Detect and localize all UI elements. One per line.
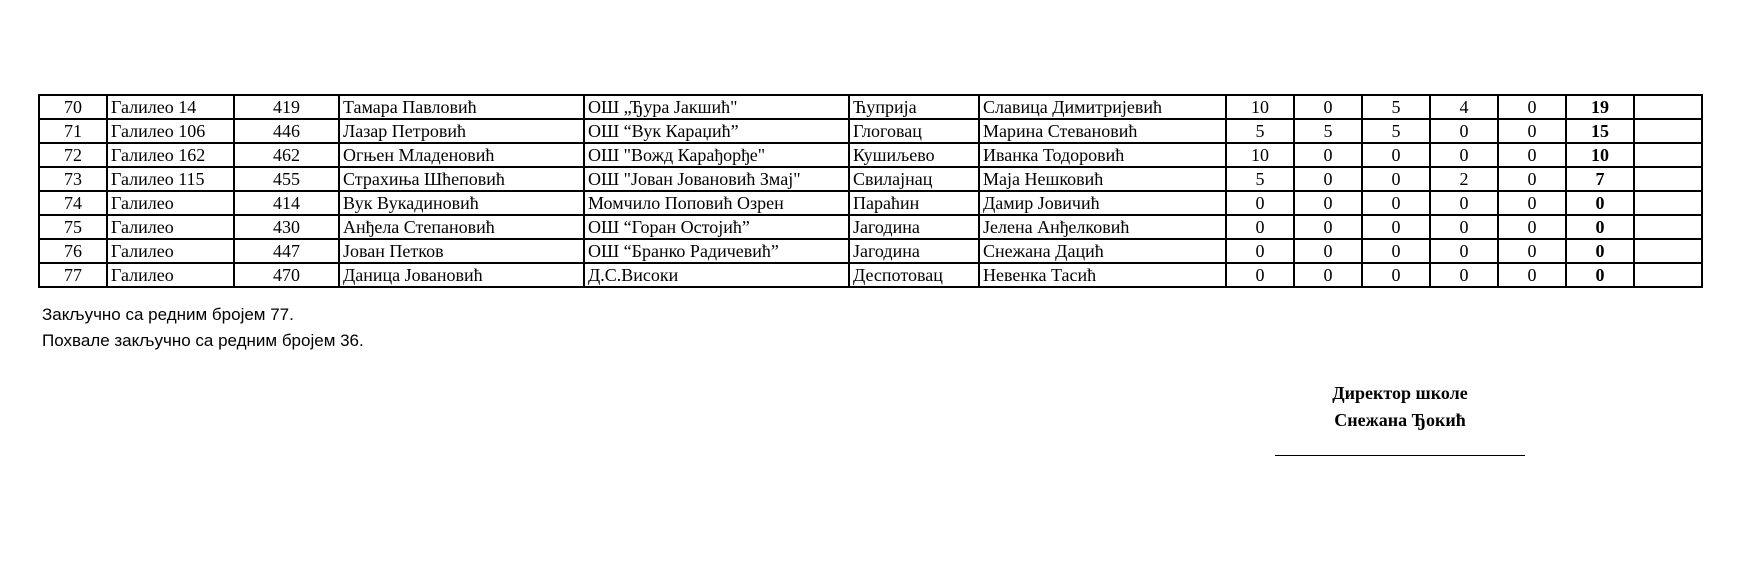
total-cell: 10 xyxy=(1566,143,1634,167)
score-2-cell: 0 xyxy=(1294,191,1362,215)
empty-cell xyxy=(1634,215,1702,239)
results-table xyxy=(38,94,1703,288)
mentor-cell: Иванка Тодоровић xyxy=(979,143,1226,167)
mentor-cell: Славица Димитријевић xyxy=(979,95,1226,119)
commendation-note: Похвале закључно са редним бројем 36. xyxy=(42,331,364,350)
score-2-cell: 0 xyxy=(1294,239,1362,263)
signature-title: Директор школе xyxy=(1332,383,1468,403)
score-3-cell: 0 xyxy=(1362,143,1430,167)
rank-cell: 72 xyxy=(39,143,107,167)
empty-cell xyxy=(1634,239,1702,263)
student-cell: Огњен Младеновић xyxy=(339,143,584,167)
table-body xyxy=(39,95,1702,287)
score-1-cell: 0 xyxy=(1226,191,1294,215)
town-cell: Јагодина xyxy=(849,239,979,263)
code-cell: 447 xyxy=(234,239,339,263)
score-5-cell: 0 xyxy=(1498,167,1566,191)
code-cell: 462 xyxy=(234,143,339,167)
score-4-cell: 0 xyxy=(1430,119,1498,143)
team-cell: Галилео xyxy=(107,263,234,287)
score-2-cell: 0 xyxy=(1294,167,1362,191)
rank-cell: 74 xyxy=(39,191,107,215)
total-cell: 19 xyxy=(1566,95,1634,119)
score-5-cell: 0 xyxy=(1498,191,1566,215)
team-cell: Галилео 162 xyxy=(107,143,234,167)
school-cell: Момчило Поповић Озрен xyxy=(584,191,849,215)
student-cell: Анђела Степановић xyxy=(339,215,584,239)
score-1-cell: 10 xyxy=(1226,143,1294,167)
table-row xyxy=(39,263,1702,287)
rank-cell: 70 xyxy=(39,95,107,119)
score-2-cell: 0 xyxy=(1294,95,1362,119)
signature-line xyxy=(1275,455,1525,456)
town-cell: Деспотовац xyxy=(849,263,979,287)
table-row xyxy=(39,167,1702,191)
school-cell: ОШ „Ђура Јакшић" xyxy=(584,95,849,119)
town-cell: Свилајнац xyxy=(849,167,979,191)
code-cell: 414 xyxy=(234,191,339,215)
empty-cell xyxy=(1634,263,1702,287)
school-cell: ОШ “Бранко Радичевић” xyxy=(584,239,849,263)
score-2-cell: 0 xyxy=(1294,143,1362,167)
score-4-cell: 0 xyxy=(1430,239,1498,263)
team-cell: Галилео xyxy=(107,191,234,215)
code-cell: 470 xyxy=(234,263,339,287)
score-3-cell: 0 xyxy=(1362,239,1430,263)
team-cell: Галилео xyxy=(107,215,234,239)
school-cell: ОШ "Вожд Карађорђе" xyxy=(584,143,849,167)
student-cell: Вук Вукадиновић xyxy=(339,191,584,215)
score-1-cell: 5 xyxy=(1226,167,1294,191)
mentor-cell: Невенка Тасић xyxy=(979,263,1226,287)
score-1-cell: 0 xyxy=(1226,239,1294,263)
mentor-cell: Маја Нешковић xyxy=(979,167,1226,191)
table-row xyxy=(39,215,1702,239)
code-cell: 419 xyxy=(234,95,339,119)
score-1-cell: 5 xyxy=(1226,119,1294,143)
school-cell: Д.С.Високи xyxy=(584,263,849,287)
score-2-cell: 5 xyxy=(1294,119,1362,143)
mentor-cell: Снежана Дацић xyxy=(979,239,1226,263)
mentor-cell: Марина Стевановић xyxy=(979,119,1226,143)
empty-cell xyxy=(1634,191,1702,215)
total-cell: 0 xyxy=(1566,239,1634,263)
mentor-cell: Дамир Јовичић xyxy=(979,191,1226,215)
student-cell: Лазар Петровић xyxy=(339,119,584,143)
signature-name: Снежана Ђокић xyxy=(1334,410,1466,430)
empty-cell xyxy=(1634,143,1702,167)
rank-cell: 77 xyxy=(39,263,107,287)
table-row xyxy=(39,191,1702,215)
total-cell: 0 xyxy=(1566,263,1634,287)
score-1-cell: 0 xyxy=(1226,215,1294,239)
total-cell: 0 xyxy=(1566,191,1634,215)
score-5-cell: 0 xyxy=(1498,263,1566,287)
score-5-cell: 0 xyxy=(1498,239,1566,263)
rank-cell: 75 xyxy=(39,215,107,239)
score-4-cell: 4 xyxy=(1430,95,1498,119)
empty-cell xyxy=(1634,167,1702,191)
score-4-cell: 2 xyxy=(1430,167,1498,191)
code-cell: 455 xyxy=(234,167,339,191)
student-cell: Даница Јовановић xyxy=(339,263,584,287)
empty-cell xyxy=(1634,95,1702,119)
score-4-cell: 0 xyxy=(1430,263,1498,287)
team-cell: Галилео xyxy=(107,239,234,263)
total-cell: 7 xyxy=(1566,167,1634,191)
town-cell: Глоговац xyxy=(849,119,979,143)
school-cell: ОШ "Јован Јовановић Змај" xyxy=(584,167,849,191)
town-cell: Кушиљево xyxy=(849,143,979,167)
score-2-cell: 0 xyxy=(1294,215,1362,239)
score-3-cell: 5 xyxy=(1362,119,1430,143)
score-4-cell: 0 xyxy=(1430,191,1498,215)
rank-cell: 76 xyxy=(39,239,107,263)
total-cell: 15 xyxy=(1566,119,1634,143)
score-4-cell: 0 xyxy=(1430,143,1498,167)
team-cell: Галилео 14 xyxy=(107,95,234,119)
town-cell: Јагодина xyxy=(849,215,979,239)
school-cell: ОШ “Горан Остојић” xyxy=(584,215,849,239)
table-row xyxy=(39,95,1702,119)
table-row xyxy=(39,119,1702,143)
mentor-cell: Јелена Анђелковић xyxy=(979,215,1226,239)
student-cell: Тамара Павловић xyxy=(339,95,584,119)
rank-cell: 71 xyxy=(39,119,107,143)
code-cell: 446 xyxy=(234,119,339,143)
student-cell: Јован Петков xyxy=(339,239,584,263)
empty-cell xyxy=(1634,119,1702,143)
team-cell: Галилео 115 xyxy=(107,167,234,191)
score-2-cell: 0 xyxy=(1294,263,1362,287)
school-cell: ОШ “Вук Караџић” xyxy=(584,119,849,143)
town-cell: Параћин xyxy=(849,191,979,215)
closing-note: Закључно са редним бројем 77. xyxy=(42,305,294,324)
score-5-cell: 0 xyxy=(1498,119,1566,143)
rank-cell: 73 xyxy=(39,167,107,191)
score-3-cell: 5 xyxy=(1362,95,1430,119)
team-cell: Галилео 106 xyxy=(107,119,234,143)
score-5-cell: 0 xyxy=(1498,95,1566,119)
student-cell: Страхиња Шћеповић xyxy=(339,167,584,191)
table-row xyxy=(39,143,1702,167)
score-3-cell: 0 xyxy=(1362,215,1430,239)
town-cell: Ћуприја xyxy=(849,95,979,119)
score-5-cell: 0 xyxy=(1498,143,1566,167)
score-3-cell: 0 xyxy=(1362,167,1430,191)
table-row xyxy=(39,239,1702,263)
score-1-cell: 0 xyxy=(1226,263,1294,287)
score-3-cell: 0 xyxy=(1362,191,1430,215)
score-5-cell: 0 xyxy=(1498,215,1566,239)
score-1-cell: 10 xyxy=(1226,95,1294,119)
code-cell: 430 xyxy=(234,215,339,239)
total-cell: 0 xyxy=(1566,215,1634,239)
score-4-cell: 0 xyxy=(1430,215,1498,239)
score-3-cell: 0 xyxy=(1362,263,1430,287)
